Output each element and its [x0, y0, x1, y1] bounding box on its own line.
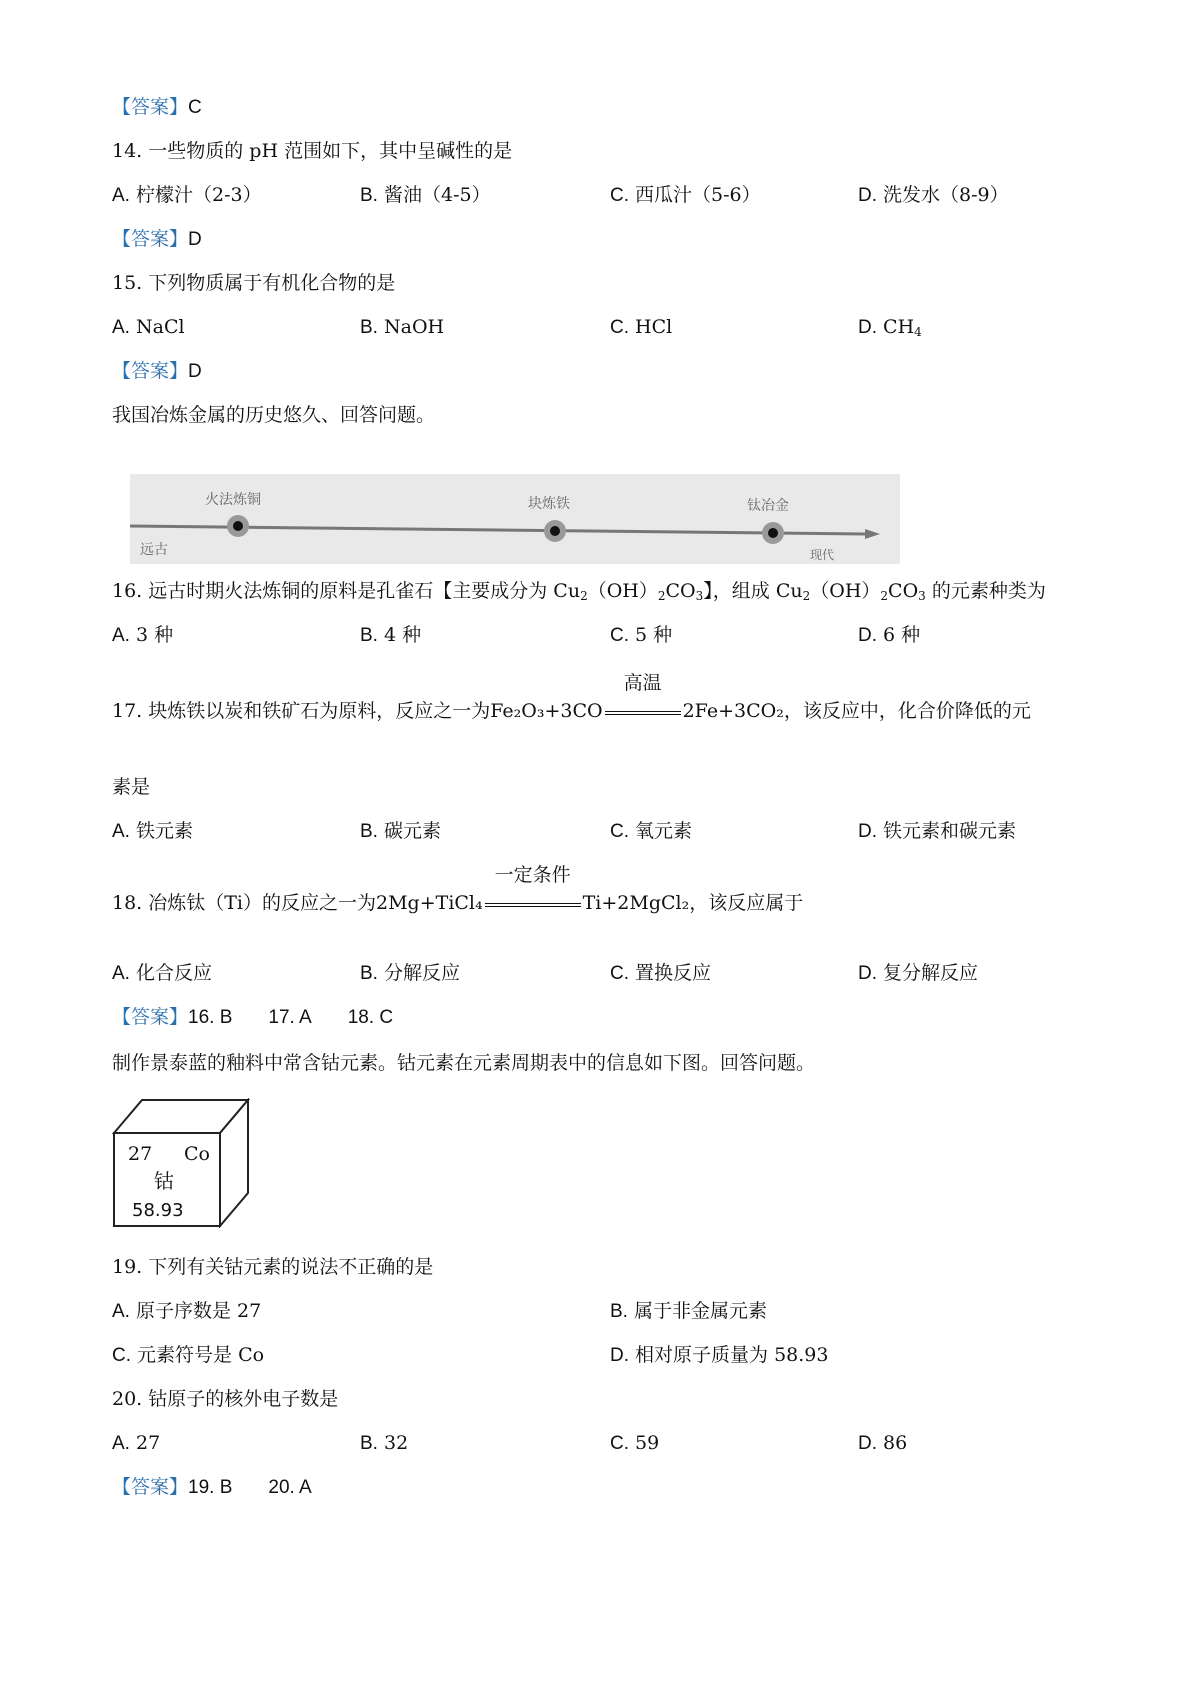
- answer-value: C: [188, 97, 202, 118]
- q18-option-a: A. 化合反应: [112, 962, 213, 984]
- q17-option-b: B. 碳元素: [360, 820, 442, 842]
- q20-option-c: C. 59: [610, 1432, 660, 1454]
- metal-history-timeline: [130, 474, 900, 564]
- q15-answer: 【答案】D: [112, 360, 202, 382]
- q18-option-c: C. 置换反应: [610, 962, 712, 984]
- q14-stem: 14. 一些物质的 pH 范围如下，其中呈碱性的是: [112, 140, 513, 162]
- q15-option-d: D. $CH_4$: [858, 316, 922, 339]
- q18-stem: 18. 冶炼钛（Ti）的反应之一为2Mg+TiCl₄ 一定条件 Ti+2MgCl₂，该反应属于: [112, 864, 804, 914]
- q16-option-b: B. 4 种: [360, 624, 422, 646]
- element-symbol: Co: [184, 1143, 210, 1165]
- q19-option-c: C. 元素符号是 Co: [112, 1344, 265, 1366]
- q20-option-d: D. 86: [858, 1432, 908, 1454]
- q17-reaction-arrow: [603, 672, 683, 724]
- answer-16-18: 【答案】16. B 17. A 18. C: [112, 1006, 394, 1028]
- q17-option-a: A. 铁元素: [112, 820, 194, 842]
- q17-option-d: D. 铁元素和碳元素: [858, 820, 1017, 842]
- q16-stem: 16. 远古时期火法炼铜的原料是孔雀石【主要成分为 $Cu_2(OH)_2CO_3$】，组成 $Cu_2(OH)_2CO_3$ 的元素种类为: [112, 580, 1046, 603]
- q13-answer: [112, 94, 202, 121]
- q18-option-b: B. 分解反应: [360, 962, 461, 984]
- q17-products: 2Fe+3CO₂: [682, 700, 784, 722]
- q19-option-b: B. 属于非金属元素: [610, 1300, 768, 1322]
- q20-option-b: B. 32: [360, 1432, 409, 1454]
- q15-option-a: A. NaCl: [112, 316, 185, 338]
- timeline-event-copper: 火法炼铜: [205, 492, 261, 508]
- q16-option-c: C. 5 种: [610, 624, 673, 646]
- q15-option-b: B. NaOH: [360, 316, 445, 338]
- timeline-start: 远古: [140, 542, 168, 558]
- q18-reaction-arrow: [483, 864, 583, 916]
- element-cube: [112, 1098, 252, 1228]
- q14-option-d: D. 洗发水（8-9）: [858, 184, 1009, 206]
- cobalt-intro: 制作景泰蓝的釉料中常含钴元素。钴元素在元素周期表中的信息如下图。回答问题。: [112, 1052, 816, 1074]
- q19-option-a: A. 原子序数是 27: [112, 1300, 262, 1322]
- q18-condition: 一定条件: [494, 864, 571, 886]
- timeline-graphic: [130, 474, 900, 564]
- element-mass: 58.93: [132, 1200, 184, 1221]
- q17-stem-cont: 素是: [112, 776, 151, 798]
- timeline-event-iron: 块炼铁: [528, 496, 570, 512]
- q14-option-b: B. 酱油（4-5）: [360, 184, 491, 206]
- q15-option-c: C. HCl: [610, 316, 673, 338]
- q18-option-d: D. 复分解反应: [858, 962, 979, 984]
- q14-answer: 【答案】D: [112, 228, 202, 250]
- q20-option-a: A. 27: [112, 1432, 161, 1454]
- timeline-event-titanium: 钛冶金: [747, 498, 789, 514]
- q16-option-d: D. 6 种: [858, 624, 921, 646]
- q18-reactants: 2Mg+TiCl₄: [376, 892, 483, 914]
- q20-stem: 20. 钴原子的核外电子数是: [112, 1388, 339, 1410]
- q17-reactants: Fe₂O₃+3CO: [490, 700, 603, 722]
- timeline-end: 现代: [810, 548, 835, 562]
- q17-option-c: C. 氧元素: [610, 820, 693, 842]
- cobalt-element-cell: [112, 1098, 252, 1232]
- q14-option-c: C. 西瓜汁（5-6）: [610, 184, 761, 206]
- timeline-arrow: [865, 529, 880, 539]
- element-name: 钴: [154, 1169, 174, 1193]
- q19-stem: 19. 下列有关钴元素的说法不正确的是: [112, 1256, 434, 1278]
- q15-stem: 15. 下列物质属于有机化合物的是: [112, 272, 396, 294]
- element-number: 27: [128, 1143, 153, 1165]
- q19-option-d: D. 相对原子质量为 58.93: [610, 1344, 829, 1366]
- q16-option-a: A. 3 种: [112, 624, 174, 646]
- q17-condition: 高温: [623, 672, 662, 694]
- metal-intro: 我国冶炼金属的历史悠久、回答问题。: [112, 404, 436, 426]
- q18-products: Ti+2MgCl₂: [582, 892, 690, 914]
- q14-option-a: A. 柠檬汁（2-3）: [112, 184, 262, 206]
- answer-19-20: 【答案】19. B 20. A: [112, 1476, 312, 1498]
- answer-tag: 【答案】: [112, 96, 189, 118]
- q17-stem: 17. 块炼铁以炭和铁矿石为原料，反应之一为Fe₂O₃+3CO 高温 2Fe+3CO₂，该反应中，化合价降低的元: [112, 672, 1031, 722]
